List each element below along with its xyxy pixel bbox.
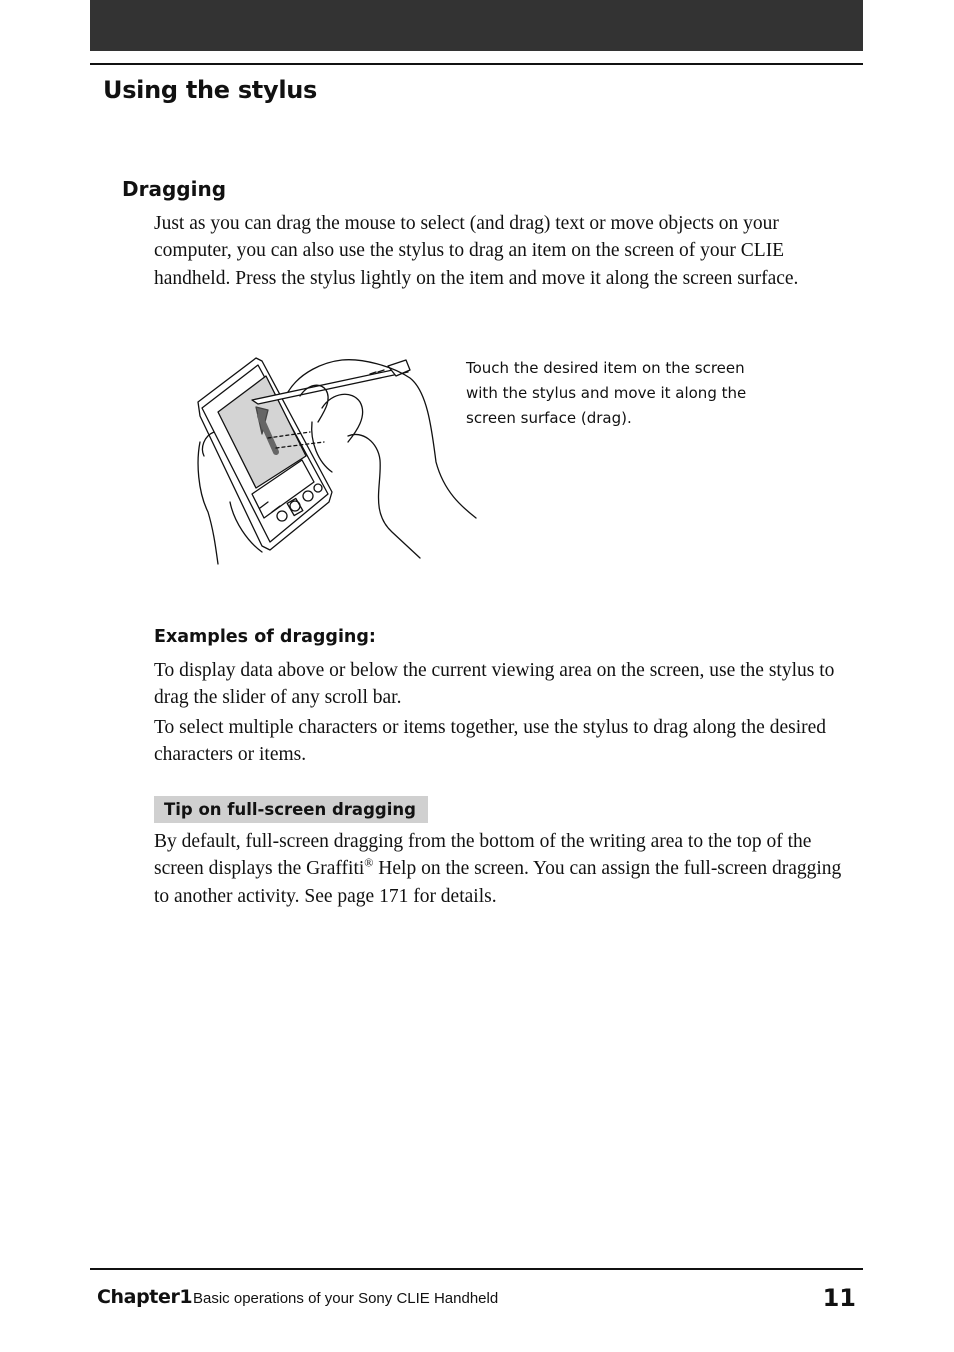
tip-text-before: By default, full-screen dragging from the bottom of the writing area to the top of the screen displays the Graffiti (154, 831, 812, 880)
left-hand (198, 442, 218, 564)
tip-paragraph (154, 828, 844, 910)
figure-caption: Touch the desired item on the screen with the stylus and move it along the screen surface (drag). (466, 359, 747, 427)
example-paragraph-1: To display data above or below the current viewing area on the screen, use the stylus to drag the slider of any scroll bar. (154, 660, 835, 709)
header-rule (90, 63, 863, 65)
stylus-drag-illustration (192, 352, 482, 566)
header-bar (90, 0, 863, 51)
footer-rule (90, 1268, 863, 1270)
examples-heading: Examples of dragging: (154, 627, 376, 647)
subhead-dragging: Dragging (122, 177, 227, 201)
registered-mark: ® (364, 855, 374, 870)
tip-heading: Tip on full-screen dragging (154, 796, 428, 823)
footer-chapter: Chapter1 (97, 1286, 193, 1308)
intro-paragraph: Just as you can drag the mouse to select (and drag) text or move objects on your computer, you can also use the stylus to drag an item on the screen of your CLIE handheld. Press the stylus lightly on the item and move it along the screen surface. (154, 213, 799, 289)
section-title: Using the stylus (103, 76, 318, 104)
footer-description: Basic operations of your Sony CLIE Handheld (193, 1290, 499, 1307)
tip-text-after: Help on the screen. You can assign the full-screen dragging to another activity. See page 171 for details. (154, 858, 842, 907)
page-number: 11 (822, 1284, 856, 1312)
example-paragraph-2: To select multiple characters or items together, use the stylus to drag along the desired characters or items. (154, 717, 827, 766)
